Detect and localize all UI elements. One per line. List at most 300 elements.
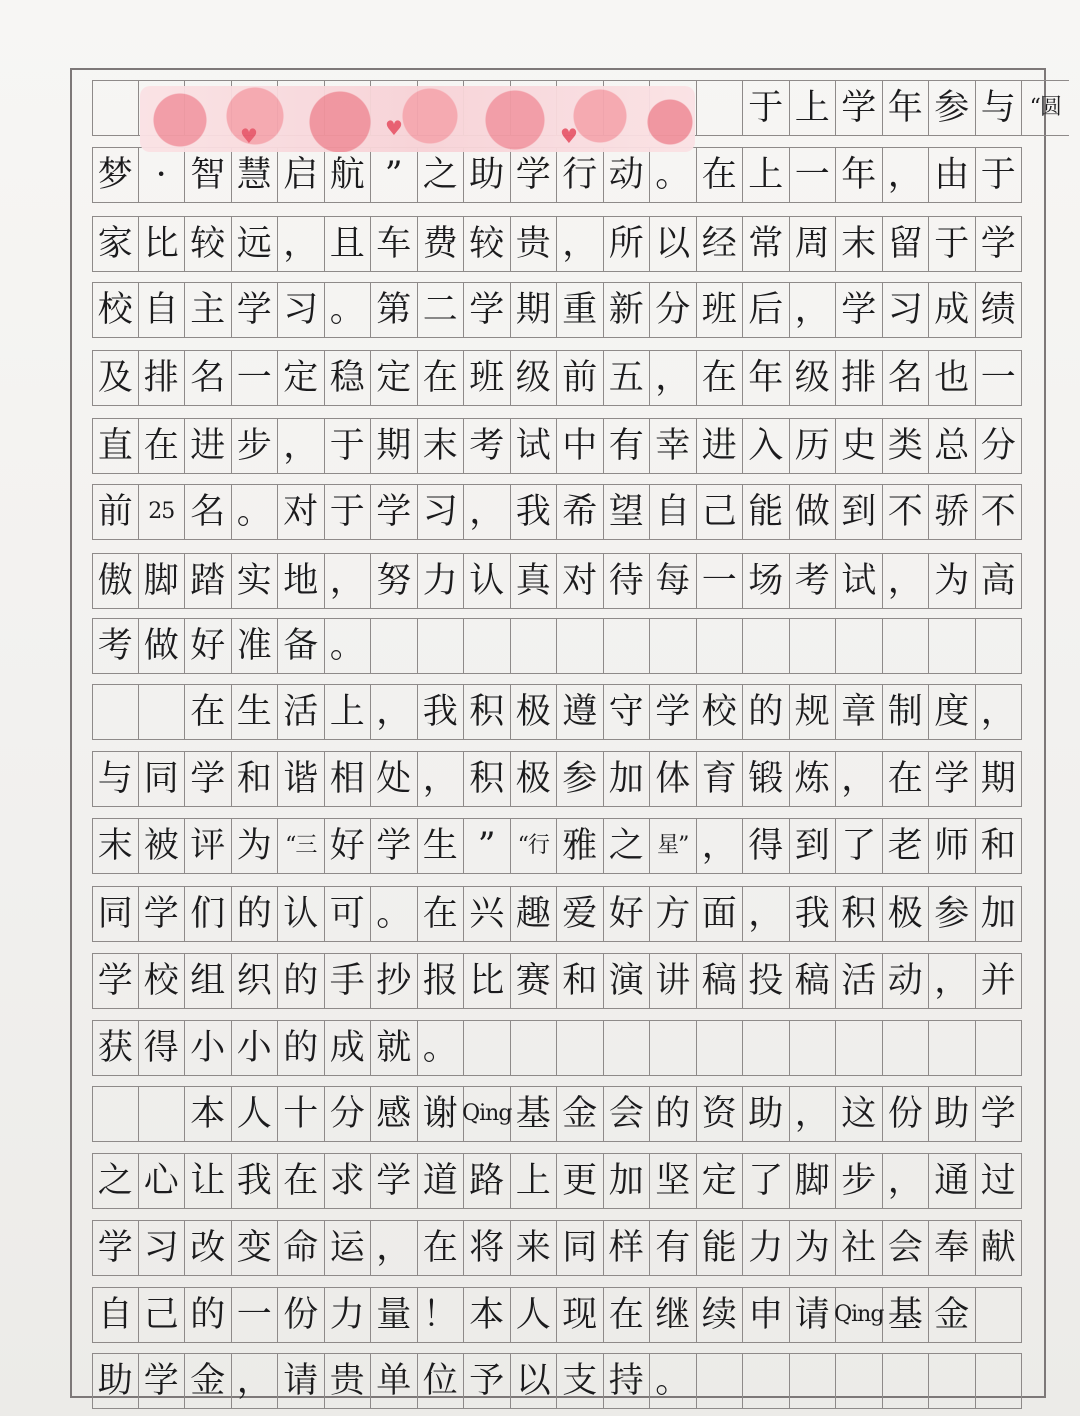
grid-cell: 期 (511, 282, 558, 338)
grid-cell: 不 (883, 484, 930, 540)
grid-cell: 同 (139, 751, 186, 807)
grid-cell (836, 1020, 883, 1076)
grid-cell: 。 (650, 1353, 697, 1409)
grid-cell: 傲 (92, 553, 139, 609)
grid-cell: 规 (790, 684, 837, 740)
grid-cell: 梦 (92, 147, 139, 203)
grid-cell: 学 (371, 484, 418, 540)
grid-cell: 待 (604, 553, 651, 609)
grid-cell: 份 (883, 1086, 930, 1142)
grid-cell: 在 (139, 418, 186, 474)
grid-cell: 本 (464, 1287, 511, 1343)
grid-cell: 班 (697, 282, 744, 338)
grid-row (92, 1220, 1022, 1276)
grid-cell: 将 (464, 1220, 511, 1276)
grid-cell: ， (278, 418, 325, 474)
grid-cell: 的 (232, 886, 279, 942)
grid-cell: 师 (929, 818, 976, 874)
grid-cell: 前 (92, 484, 139, 540)
grid-cell (929, 618, 976, 674)
grid-cell: 在 (185, 684, 232, 740)
grid-cell: 幸 (650, 418, 697, 474)
grid-cell: 。 (418, 1020, 465, 1076)
grid-cell: 活 (836, 953, 883, 1009)
grid-cell: 支 (557, 1353, 604, 1409)
grid-cell: 年 (836, 147, 883, 203)
grid-cell: 社 (836, 1220, 883, 1276)
writing-grid (70, 68, 1061, 1401)
grid-cell: 场 (743, 553, 790, 609)
grid-cell: 学 (371, 818, 418, 874)
grid-cell: 于 (743, 80, 790, 136)
grid-cell: 为 (790, 1220, 837, 1276)
grid-cell: 稳 (325, 350, 372, 406)
grid-cell: 的 (278, 1020, 325, 1076)
grid-cell: 加 (976, 886, 1023, 942)
grid-cell: 更 (557, 1153, 604, 1209)
grid-cell: 常 (743, 216, 790, 272)
grid-cell: ， (929, 953, 976, 1009)
grid-cell: 人 (232, 1086, 279, 1142)
grid-cell: 感 (371, 1086, 418, 1142)
grid-cell: 级 (511, 350, 558, 406)
grid-cell: 学 (976, 1086, 1023, 1142)
grid-row (92, 618, 1022, 674)
grid-cell: 名 (185, 484, 232, 540)
grid-cell: 爱 (557, 886, 604, 942)
grid-cell: 定 (371, 350, 418, 406)
grid-cell: 基 (511, 1086, 558, 1142)
grid-cell: 。 (650, 147, 697, 203)
grid-cell: 踏 (185, 553, 232, 609)
grid-cell: 老 (883, 818, 930, 874)
grid-cell: 前 (557, 350, 604, 406)
grid-cell: 总 (929, 418, 976, 474)
grid-cell: 我 (790, 886, 837, 942)
grid-cell: 贵 (325, 1353, 372, 1409)
grid-cell: 手 (325, 953, 372, 1009)
grid-cell: 且 (325, 216, 372, 272)
grid-row (92, 1353, 1022, 1409)
grid-row (92, 1153, 1022, 1209)
grid-cell: 排 (139, 350, 186, 406)
grid-cell: 了 (743, 1153, 790, 1209)
grid-cell: 来 (511, 1220, 558, 1276)
grid-cell: 与 (976, 80, 1023, 136)
grid-cell: 步 (836, 1153, 883, 1209)
grid-cell (92, 80, 139, 136)
grid-cell: 请 (278, 1353, 325, 1409)
grid-cell: 方 (650, 886, 697, 942)
grid-cell: 于 (325, 484, 372, 540)
grid-cell: 己 (697, 484, 744, 540)
grid-row (92, 282, 1022, 338)
grid-row (92, 147, 1022, 203)
grid-cell: 努 (371, 553, 418, 609)
grid-cell: 参 (929, 886, 976, 942)
grid-cell: 学 (92, 1220, 139, 1276)
grid-cell: 评 (185, 818, 232, 874)
grid-cell: 生 (418, 818, 465, 874)
grid-cell: 入 (743, 418, 790, 474)
grid-cell: 小 (185, 1020, 232, 1076)
grid-cell: 费 (418, 216, 465, 272)
grid-cell: 准 (232, 618, 279, 674)
grid-cell: 运 (325, 1220, 372, 1276)
grid-cell: 上 (790, 80, 837, 136)
grid-cell: 让 (185, 1153, 232, 1209)
grid-cell (371, 618, 418, 674)
grid-cell: 被 (139, 818, 186, 874)
grid-cell: 动 (883, 953, 930, 1009)
grid-cell: 类 (883, 418, 930, 474)
grid-cell: 到 (790, 818, 837, 874)
grid-cell (836, 1353, 883, 1409)
grid-cell: 道 (418, 1153, 465, 1209)
grid-cell (697, 1353, 744, 1409)
grid-cell: 可 (325, 886, 372, 942)
grid-cell: ， (371, 684, 418, 740)
grid-cell: ， (697, 818, 744, 874)
grid-cell: 直 (92, 418, 139, 474)
grid-cell: 人 (511, 1287, 558, 1343)
grid-cell: 重 (557, 282, 604, 338)
grid-cell: 份 (278, 1287, 325, 1343)
grid-cell: 贵 (511, 216, 558, 272)
grid-cell: 助 (92, 1353, 139, 1409)
grid-cell: 比 (139, 216, 186, 272)
grid-cell: 年 (883, 80, 930, 136)
grid-cell: 分 (650, 282, 697, 338)
grid-cell: 得 (139, 1020, 186, 1076)
grid-cell (976, 1353, 1023, 1409)
grid-cell: 脚 (139, 553, 186, 609)
heart-icon: ♥ (240, 124, 258, 148)
grid-cell: 对 (278, 484, 325, 540)
grid-cell: 同 (92, 886, 139, 942)
grid-cell: 持 (604, 1353, 651, 1409)
grid-cell: ， (464, 484, 511, 540)
grid-cell: 得 (743, 818, 790, 874)
grid-cell: 加 (604, 1153, 651, 1209)
grid-cell: 的 (185, 1287, 232, 1343)
grid-cell-overflow: “圆 (1022, 80, 1069, 136)
grid-cell: 名 (883, 350, 930, 406)
grid-cell: ， (371, 1220, 418, 1276)
grid-cell: 一 (697, 553, 744, 609)
grid-cell: 希 (557, 484, 604, 540)
grid-cell: 和 (976, 818, 1023, 874)
grid-cell: 请 (790, 1287, 837, 1343)
grid-cell: 步 (232, 418, 279, 474)
grid-cell: 抄 (371, 953, 418, 1009)
grid-cell: 。 (325, 282, 372, 338)
grid-cell: “三 (278, 818, 325, 874)
grid-cell: 成 (929, 282, 976, 338)
grid-cell: 过 (976, 1153, 1023, 1209)
grid-cell (883, 1353, 930, 1409)
grid-cell: ， (976, 684, 1023, 740)
grid-cell: 现 (557, 1287, 604, 1343)
grid-cell: 中 (557, 418, 604, 474)
grid-cell: 学 (232, 282, 279, 338)
grid-cell: 经 (697, 216, 744, 272)
grid-cell (743, 1020, 790, 1076)
grid-cell: 航 (325, 147, 372, 203)
grid-cell: 并 (976, 953, 1023, 1009)
grid-cell (604, 618, 651, 674)
grid-cell: 续 (697, 1287, 744, 1343)
grid-cell: 好 (325, 818, 372, 874)
grid-cell: 星” (650, 818, 697, 874)
grid-cell: 助 (743, 1086, 790, 1142)
grid-cell: 较 (464, 216, 511, 272)
grid-cell: 助 (464, 147, 511, 203)
grid-cell: 参 (929, 80, 976, 136)
grid-cell: 极 (883, 886, 930, 942)
grid-cell: 学 (464, 282, 511, 338)
grid-cell: 守 (604, 684, 651, 740)
grid-cell: 兴 (464, 886, 511, 942)
grid-cell: 家 (92, 216, 139, 272)
grid-cell: ， (790, 1086, 837, 1142)
grid-cell: 期 (976, 751, 1023, 807)
grid-cell: 进 (697, 418, 744, 474)
grid-cell: 远 (232, 216, 279, 272)
grid-cell: 在 (418, 350, 465, 406)
grid-cell (511, 618, 558, 674)
grid-cell: 组 (185, 953, 232, 1009)
grid-cell (836, 618, 883, 674)
grid-cell: 以 (511, 1353, 558, 1409)
grid-cell: ， (418, 751, 465, 807)
grid-cell: 稿 (790, 953, 837, 1009)
grid-cell: 由 (929, 147, 976, 203)
grid-cell: 习 (883, 282, 930, 338)
grid-cell: 习 (139, 1220, 186, 1276)
grid-cell: 分 (976, 418, 1023, 474)
grid-cell: 习 (418, 484, 465, 540)
grid-cell: 这 (836, 1086, 883, 1142)
grid-cell: 献 (976, 1220, 1023, 1276)
grid-cell: 智 (185, 147, 232, 203)
grid-cell: 投 (743, 953, 790, 1009)
grid-cell: 习 (278, 282, 325, 338)
grid-cell: 我 (418, 684, 465, 740)
grid-cell: 和 (232, 751, 279, 807)
grid-cell: 的 (650, 1086, 697, 1142)
grid-cell: ， (650, 350, 697, 406)
grid-cell: 在 (697, 147, 744, 203)
grid-cell: 和 (557, 953, 604, 1009)
grid-cell: 进 (185, 418, 232, 474)
grid-cell: 讲 (650, 953, 697, 1009)
grid-cell: 学 (139, 1353, 186, 1409)
grid-cell: 史 (836, 418, 883, 474)
grid-cell: 期 (371, 418, 418, 474)
heart-sticker (140, 86, 695, 152)
grid-cell: · (139, 147, 186, 203)
grid-cell: 学 (836, 80, 883, 136)
grid-cell: 慧 (232, 147, 279, 203)
grid-cell: 脚 (790, 1153, 837, 1209)
grid-cell: 备 (278, 618, 325, 674)
grid-cell: 车 (371, 216, 418, 272)
grid-cell: 新 (604, 282, 651, 338)
grid-cell (697, 80, 744, 136)
grid-cell: ” (464, 818, 511, 874)
grid-cell: 极 (511, 751, 558, 807)
grid-cell (790, 1020, 837, 1076)
grid-cell: 位 (418, 1353, 465, 1409)
grid-cell: 炼 (790, 751, 837, 807)
grid-cell (464, 1020, 511, 1076)
grid-cell: 十 (278, 1086, 325, 1142)
grid-cell: 奉 (929, 1220, 976, 1276)
grid-cell: 在 (418, 886, 465, 942)
grid-cell: 活 (278, 684, 325, 740)
grid-cell: 。 (325, 618, 372, 674)
grid-cell: 遵 (557, 684, 604, 740)
grid-cell: 分 (325, 1086, 372, 1142)
heart-icon: ♥ (560, 124, 578, 148)
grid-cell: 力 (325, 1287, 372, 1343)
grid-row (92, 1020, 1022, 1076)
grid-cell: 参 (557, 751, 604, 807)
grid-cell: 之 (604, 818, 651, 874)
grid-cell: 周 (790, 216, 837, 272)
grid-cell: 二 (418, 282, 465, 338)
grid-cell: 自 (139, 282, 186, 338)
grid-cell: 积 (464, 751, 511, 807)
grid-cell: 一 (232, 350, 279, 406)
grid-cell: 心 (139, 1153, 186, 1209)
grid-cell: ， (883, 1153, 930, 1209)
grid-cell: 有 (650, 1220, 697, 1276)
grid-cell: 校 (139, 953, 186, 1009)
grid-cell: 在 (604, 1287, 651, 1343)
grid-cell: 定 (278, 350, 325, 406)
grid-cell: 级 (790, 350, 837, 406)
grid-row (92, 418, 1022, 474)
grid-row (92, 818, 1022, 874)
grid-cell: 通 (929, 1153, 976, 1209)
grid-cell: 好 (604, 886, 651, 942)
grid-cell: 报 (418, 953, 465, 1009)
grid-cell (790, 618, 837, 674)
grid-cell: 上 (325, 684, 372, 740)
grid-cell: 锻 (743, 751, 790, 807)
grid-cell: “行 (511, 818, 558, 874)
grid-cell: 基 (883, 1287, 930, 1343)
grid-cell: 我 (232, 1153, 279, 1209)
grid-cell: 金 (557, 1086, 604, 1142)
grid-cell: Qing (836, 1287, 883, 1343)
grid-cell (511, 1020, 558, 1076)
grid-cell: 己 (139, 1287, 186, 1343)
grid-cell (976, 1287, 1023, 1343)
grid-row (92, 1086, 1022, 1142)
grid-cell: 本 (185, 1086, 232, 1142)
grid-cell: ， (883, 147, 930, 203)
grid-cell: 之 (418, 147, 465, 203)
grid-cell: 以 (650, 216, 697, 272)
grid-cell: 章 (836, 684, 883, 740)
grid-cell: 路 (464, 1153, 511, 1209)
grid-cell (743, 618, 790, 674)
grid-cell: 自 (92, 1287, 139, 1343)
grid-cell: 定 (697, 1153, 744, 1209)
grid-cell: 末 (92, 818, 139, 874)
grid-row (92, 216, 1022, 272)
grid-cell: 实 (232, 553, 279, 609)
grid-cell: 对 (557, 553, 604, 609)
grid-cell: 名 (185, 350, 232, 406)
grid-cell: 同 (557, 1220, 604, 1276)
grid-cell (139, 1086, 186, 1142)
grid-cell: 上 (511, 1153, 558, 1209)
grid-cell: 力 (418, 553, 465, 609)
grid-cell: 认 (278, 886, 325, 942)
grid-row (92, 1287, 1022, 1343)
grid-cell: 真 (511, 553, 558, 609)
grid-cell: 在 (697, 350, 744, 406)
grid-cell: 演 (604, 953, 651, 1009)
grid-cell: 就 (371, 1020, 418, 1076)
grid-cell: 每 (650, 553, 697, 609)
grid-cell: 予 (464, 1353, 511, 1409)
grid-cell: 考 (464, 418, 511, 474)
grid-cell: 不 (976, 484, 1023, 540)
grid-cell: 有 (604, 418, 651, 474)
grid-cell: 末 (836, 216, 883, 272)
grid-cell: 成 (325, 1020, 372, 1076)
grid-cell: 体 (650, 751, 697, 807)
grid-cell: 学 (976, 216, 1023, 272)
grid-cell: ， (557, 216, 604, 272)
grid-cell: 学 (185, 751, 232, 807)
grid-cell: 试 (836, 553, 883, 609)
grid-cell (743, 1353, 790, 1409)
grid-row (92, 484, 1022, 540)
grid-cell: 求 (325, 1153, 372, 1209)
grid-cell (604, 1020, 651, 1076)
grid-cell: 。 (371, 886, 418, 942)
grid-cell: 排 (836, 350, 883, 406)
grid-cell (650, 1020, 697, 1076)
grid-cell (92, 1086, 139, 1142)
grid-row (92, 684, 1022, 740)
grid-row (92, 350, 1022, 406)
grid-cell: 。 (232, 484, 279, 540)
grid-cell: 到 (836, 484, 883, 540)
grid-cell: ， (325, 553, 372, 609)
grid-cell (557, 618, 604, 674)
grid-cell: 校 (92, 282, 139, 338)
grid-cell: 末 (418, 418, 465, 474)
grid-cell: 也 (929, 350, 976, 406)
grid-cell: 25 (139, 484, 186, 540)
grid-cell: 单 (371, 1353, 418, 1409)
grid-cell: 制 (883, 684, 930, 740)
grid-row (92, 553, 1022, 609)
grid-cell: ， (790, 282, 837, 338)
grid-row (92, 751, 1022, 807)
grid-cell: 加 (604, 751, 651, 807)
grid-cell: 年 (743, 350, 790, 406)
grid-cell: 较 (185, 216, 232, 272)
grid-cell: 为 (232, 818, 279, 874)
